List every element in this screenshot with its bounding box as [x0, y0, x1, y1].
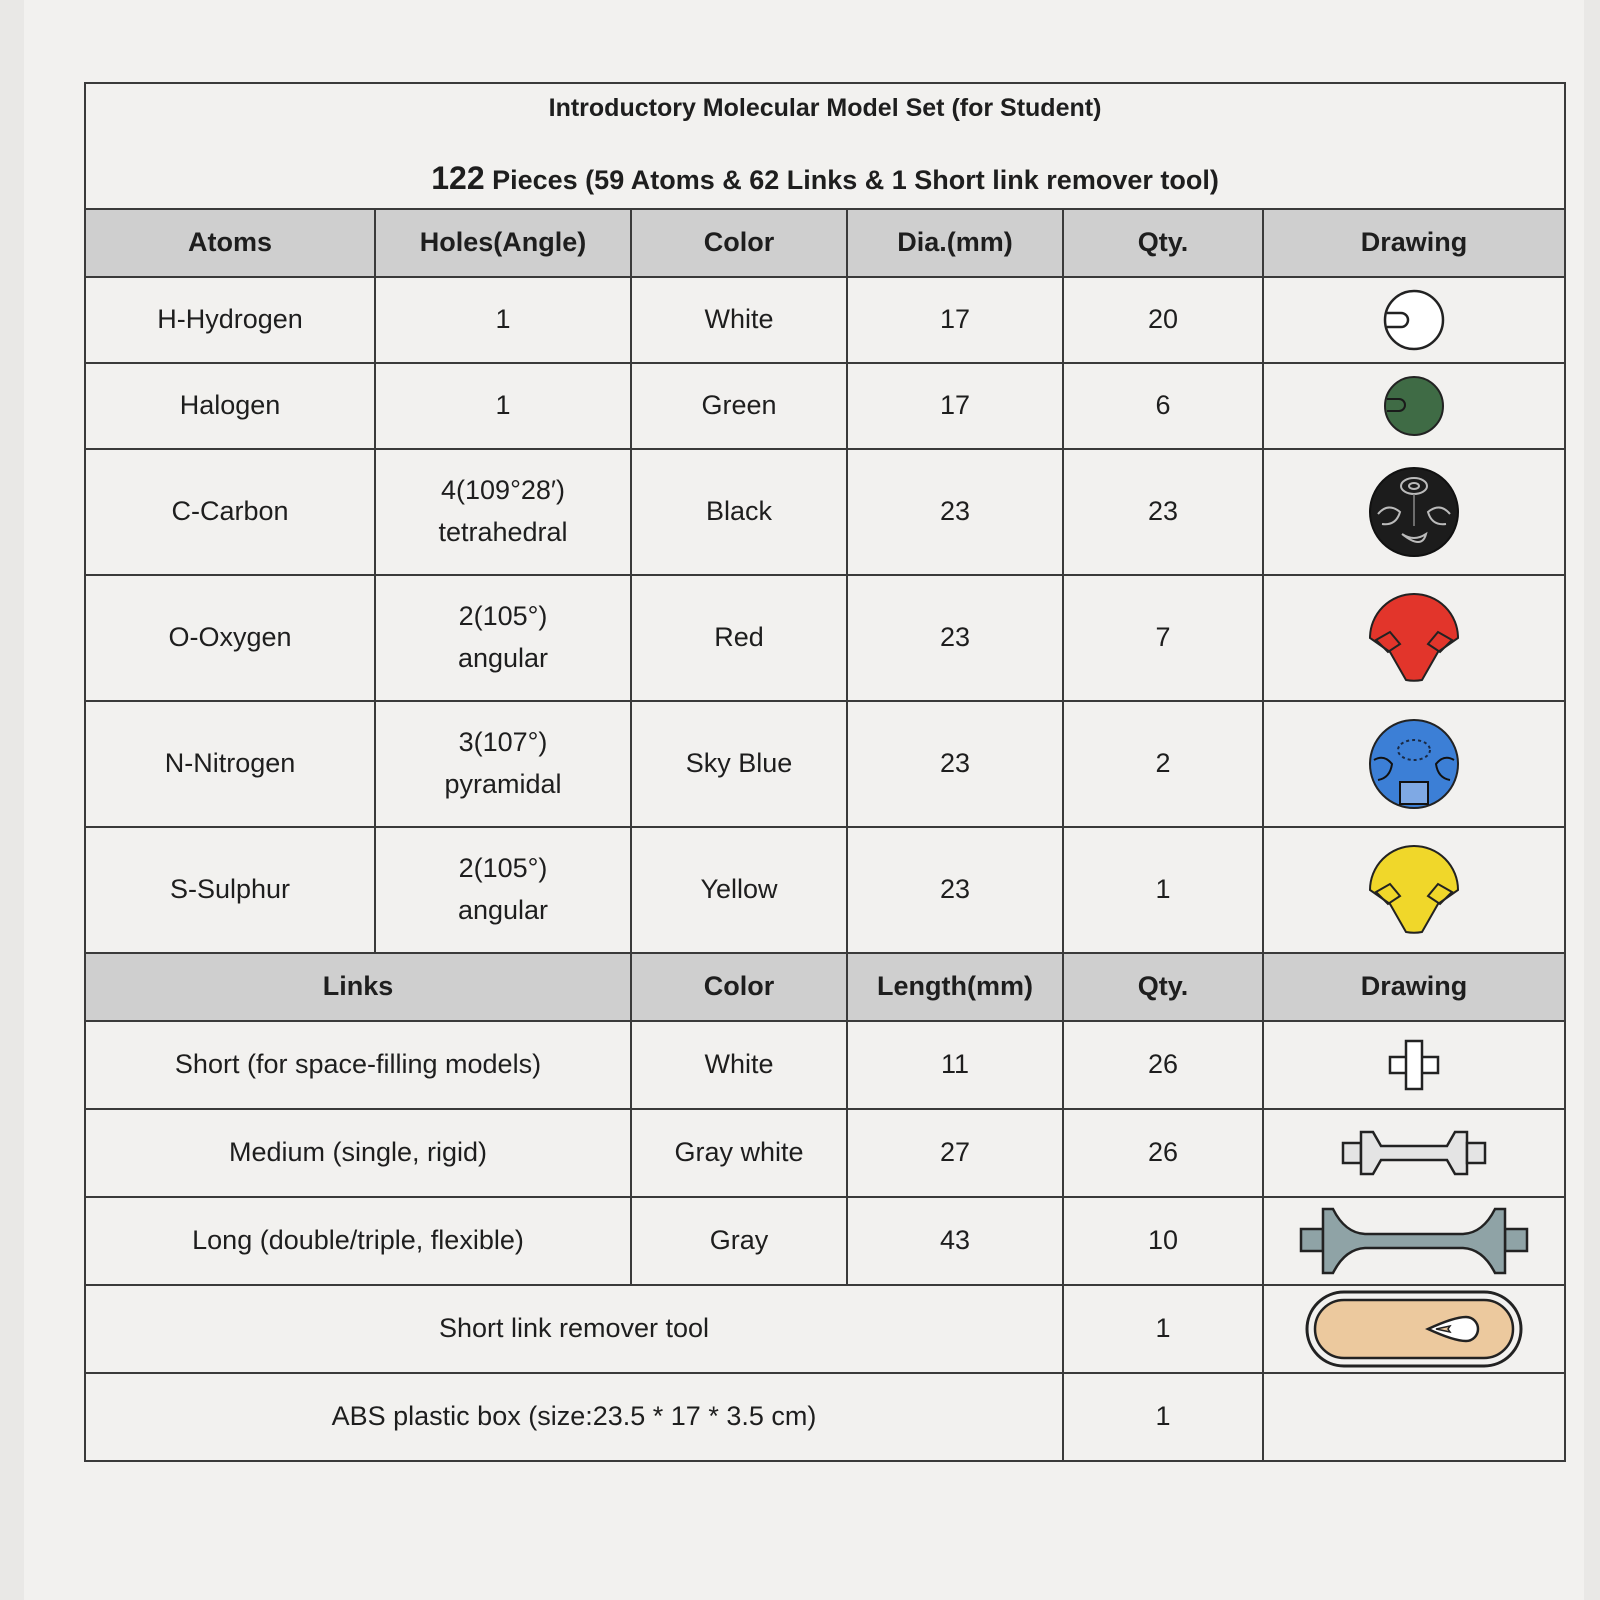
link-length: 43 [847, 1197, 1063, 1285]
atom-color: White [631, 277, 847, 363]
atom-color: Red [631, 575, 847, 701]
atom-qty: 23 [1063, 449, 1263, 575]
medium-link-icon [1339, 1118, 1489, 1188]
link-name: Long (double/triple, flexible) [85, 1197, 631, 1285]
carbon-atom-icon [1366, 464, 1462, 560]
atom-holes [375, 575, 631, 701]
long-link-icon [1299, 1201, 1529, 1281]
atom-drawing [1263, 449, 1565, 575]
sulphur-atom-icon [1366, 842, 1462, 938]
nitrogen-atom-icon [1366, 716, 1462, 812]
atom-qty: 7 [1063, 575, 1263, 701]
col-header-qty: Qty. [1063, 953, 1263, 1021]
atom-name: H-Hydrogen [85, 277, 375, 363]
extra-item-name: ABS plastic box (size:23.5 * 17 * 3.5 cm) [85, 1373, 1063, 1461]
atom-qty: 1 [1063, 827, 1263, 953]
table-row [85, 1197, 1565, 1285]
holes-geometry: tetrahedral [438, 517, 568, 547]
table-row [85, 363, 1565, 449]
col-header-atoms: Atoms [85, 209, 375, 277]
link-length: 11 [847, 1021, 1063, 1109]
col-header-links: Links [85, 953, 631, 1021]
table-row [85, 1373, 1565, 1461]
atom-color: Yellow [631, 827, 847, 953]
table-row [85, 1109, 1565, 1197]
oxygen-atom-icon [1366, 590, 1462, 686]
short-link-icon [1384, 1037, 1444, 1093]
link-length: 27 [847, 1109, 1063, 1197]
table-row [85, 827, 1565, 953]
halogen-atom-icon [1379, 371, 1449, 441]
extra-item-qty: 1 [1063, 1285, 1263, 1373]
extra-item-qty: 1 [1063, 1373, 1263, 1461]
col-header-qty: Qty. [1063, 209, 1263, 277]
atom-diameter: 23 [847, 701, 1063, 827]
col-header-drawing: Drawing [1263, 209, 1565, 277]
spec-sheet [24, 0, 1584, 1600]
col-header-color: Color [631, 953, 847, 1021]
table-row [85, 277, 1565, 363]
atom-drawing [1263, 575, 1565, 701]
table-row [85, 701, 1565, 827]
table-row [85, 1021, 1565, 1109]
atom-name: C-Carbon [85, 449, 375, 575]
atom-drawing [1263, 827, 1565, 953]
atom-color: Sky Blue [631, 701, 847, 827]
link-color: Gray [631, 1197, 847, 1285]
atom-holes: 1 [375, 277, 631, 363]
atom-holes [375, 449, 631, 575]
col-header-length: Length(mm) [847, 953, 1063, 1021]
holes-angle: 2(105°) [458, 853, 548, 884]
link-qty: 26 [1063, 1109, 1263, 1197]
table-row [85, 575, 1565, 701]
holes-angle: 3(107°) [458, 727, 548, 758]
title-main: Introductory Molecular Model Set (for Student) [548, 93, 1102, 122]
parts-table [84, 82, 1566, 1462]
atom-diameter: 23 [847, 827, 1063, 953]
atom-holes [375, 827, 631, 953]
extra-item-drawing [1263, 1373, 1565, 1461]
link-drawing [1263, 1021, 1565, 1109]
atom-diameter: 23 [847, 575, 1063, 701]
atom-qty: 2 [1063, 701, 1263, 827]
table-row [85, 449, 1565, 575]
atom-name: S-Sulphur [85, 827, 375, 953]
atom-diameter: 23 [847, 449, 1063, 575]
atom-drawing [1263, 277, 1565, 363]
table-title [85, 83, 1565, 209]
atom-name: O-Oxygen [85, 575, 375, 701]
atom-qty: 20 [1063, 277, 1263, 363]
holes-geometry: pyramidal [444, 769, 562, 799]
link-drawing [1263, 1197, 1565, 1285]
holes-angle: 4(109°28′) [441, 475, 565, 506]
table-row [85, 1285, 1565, 1373]
link-color: White [631, 1021, 847, 1109]
atom-diameter: 17 [847, 277, 1063, 363]
hydrogen-atom-icon [1379, 285, 1449, 355]
remover-tool-icon [1304, 1289, 1524, 1369]
atom-name: Halogen [85, 363, 375, 449]
atom-holes [375, 701, 631, 827]
link-color: Gray white [631, 1109, 847, 1197]
holes-angle: 2(105°) [458, 601, 548, 632]
link-name: Short (for space-filling models) [85, 1021, 631, 1109]
links-header-row [85, 953, 1565, 1021]
atom-qty: 6 [1063, 363, 1263, 449]
piece-breakdown: Pieces (59 Atoms & 62 Links & 1 Short link remover tool) [484, 164, 1219, 195]
atoms-header-row [85, 209, 1565, 277]
col-header-holes: Holes(Angle) [375, 209, 631, 277]
link-name: Medium (single, rigid) [85, 1109, 631, 1197]
holes-geometry: angular [457, 895, 549, 925]
col-header-diameter: Dia.(mm) [847, 209, 1063, 277]
atom-color: Green [631, 363, 847, 449]
piece-count: 122 [431, 159, 485, 196]
extra-item-name: Short link remover tool [85, 1285, 1063, 1373]
atom-name: N-Nitrogen [85, 701, 375, 827]
link-drawing [1263, 1109, 1565, 1197]
atom-drawing [1263, 701, 1565, 827]
atom-diameter: 17 [847, 363, 1063, 449]
link-qty: 26 [1063, 1021, 1263, 1109]
col-header-drawing: Drawing [1263, 953, 1565, 1021]
atom-color: Black [631, 449, 847, 575]
link-qty: 10 [1063, 1197, 1263, 1285]
atom-holes: 1 [375, 363, 631, 449]
atom-drawing [1263, 363, 1565, 449]
col-header-color: Color [631, 209, 847, 277]
extra-item-drawing [1263, 1285, 1565, 1373]
title-sub [92, 154, 1558, 204]
holes-geometry: angular [457, 643, 549, 673]
